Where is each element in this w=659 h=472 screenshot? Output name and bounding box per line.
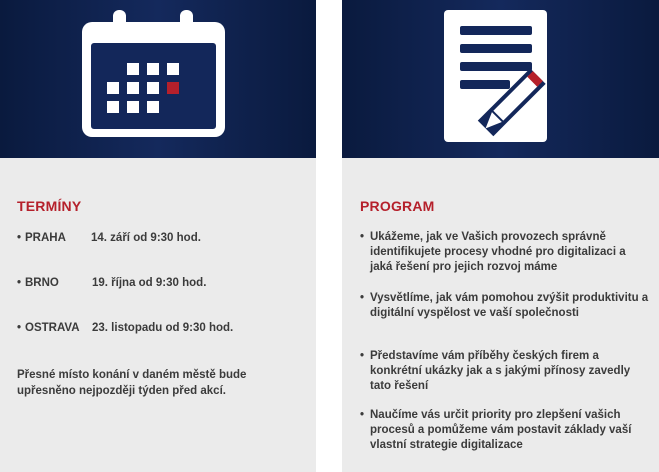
venue-note: Přesné místo konání v daném městě bude upřesněno nejpozději týden před akcí.	[17, 369, 247, 397]
program-item-text: Naučíme vás určit priority pro zlepšení vašich procesů a pomůžeme vám postavit základy vaší vlastní strategie digitalizace	[370, 409, 632, 451]
terminy-heading: TERMÍNY	[17, 198, 82, 214]
city-row-praha: • PRAHA 14. září od 9:30 hod.	[17, 232, 201, 244]
program-item: • Vysvětlíme, jak vám pomohou zvýšit produktivitu a digitální vyspělost ve vaší společnosti	[360, 292, 649, 319]
terminy-card	[0, 0, 316, 472]
program-heading: PROGRAM	[360, 198, 435, 214]
city-row-ostrava: • OSTRAVA 23. listopadu od 9:30 hod.	[17, 322, 234, 334]
program-item-text: Vysvětlíme, jak vám pomohou zvýšit produktivitu a digitální vyspělost ve vaší společnosti	[370, 292, 649, 319]
program-card	[342, 0, 659, 472]
program-item: • Představíme vám příběhy českých firem a konkrétní ukázky jak a s jakými přínosy zavedly tato řešení	[360, 349, 650, 394]
document-pencil-icon	[342, 0, 659, 158]
program-item-text: Ukážeme, jak ve Vašich provozech správně identifikujete procesy vhodné pro digitalizaci a jaká řešení pro jejich rozvoj máme	[370, 231, 626, 273]
city-date: 23. listopadu od 9:30 hod.	[92, 322, 234, 334]
calendar-icon	[0, 0, 316, 158]
city-row-brno: • BRNO 19. října od 9:30 hod.	[17, 277, 207, 289]
program-banner	[342, 0, 659, 158]
city-name: PRAHA	[25, 232, 66, 244]
terminy-banner	[0, 0, 316, 158]
city-name: BRNO	[25, 277, 59, 289]
program-item-text: Představíme vám příběhy českých firem a konkrétní ukázky jak a s jakými přínosy zavedly tato řešení	[370, 350, 631, 392]
city-date: 19. října od 9:30 hod.	[92, 277, 207, 289]
program-item: • Naučíme vás určit priority pro zlepšení vašich procesů a pomůžeme vám postavit základy vaší vlastní strategie digitalizace	[360, 408, 650, 453]
city-name: OSTRAVA	[25, 322, 80, 334]
city-date: 14. září od 9:30 hod.	[91, 232, 201, 244]
program-item: • Ukážeme, jak ve Vašich provozech správně identifikujete procesy vhodné pro digitalizaci a jaká řešení pro jejich rozvoj máme	[360, 230, 650, 275]
